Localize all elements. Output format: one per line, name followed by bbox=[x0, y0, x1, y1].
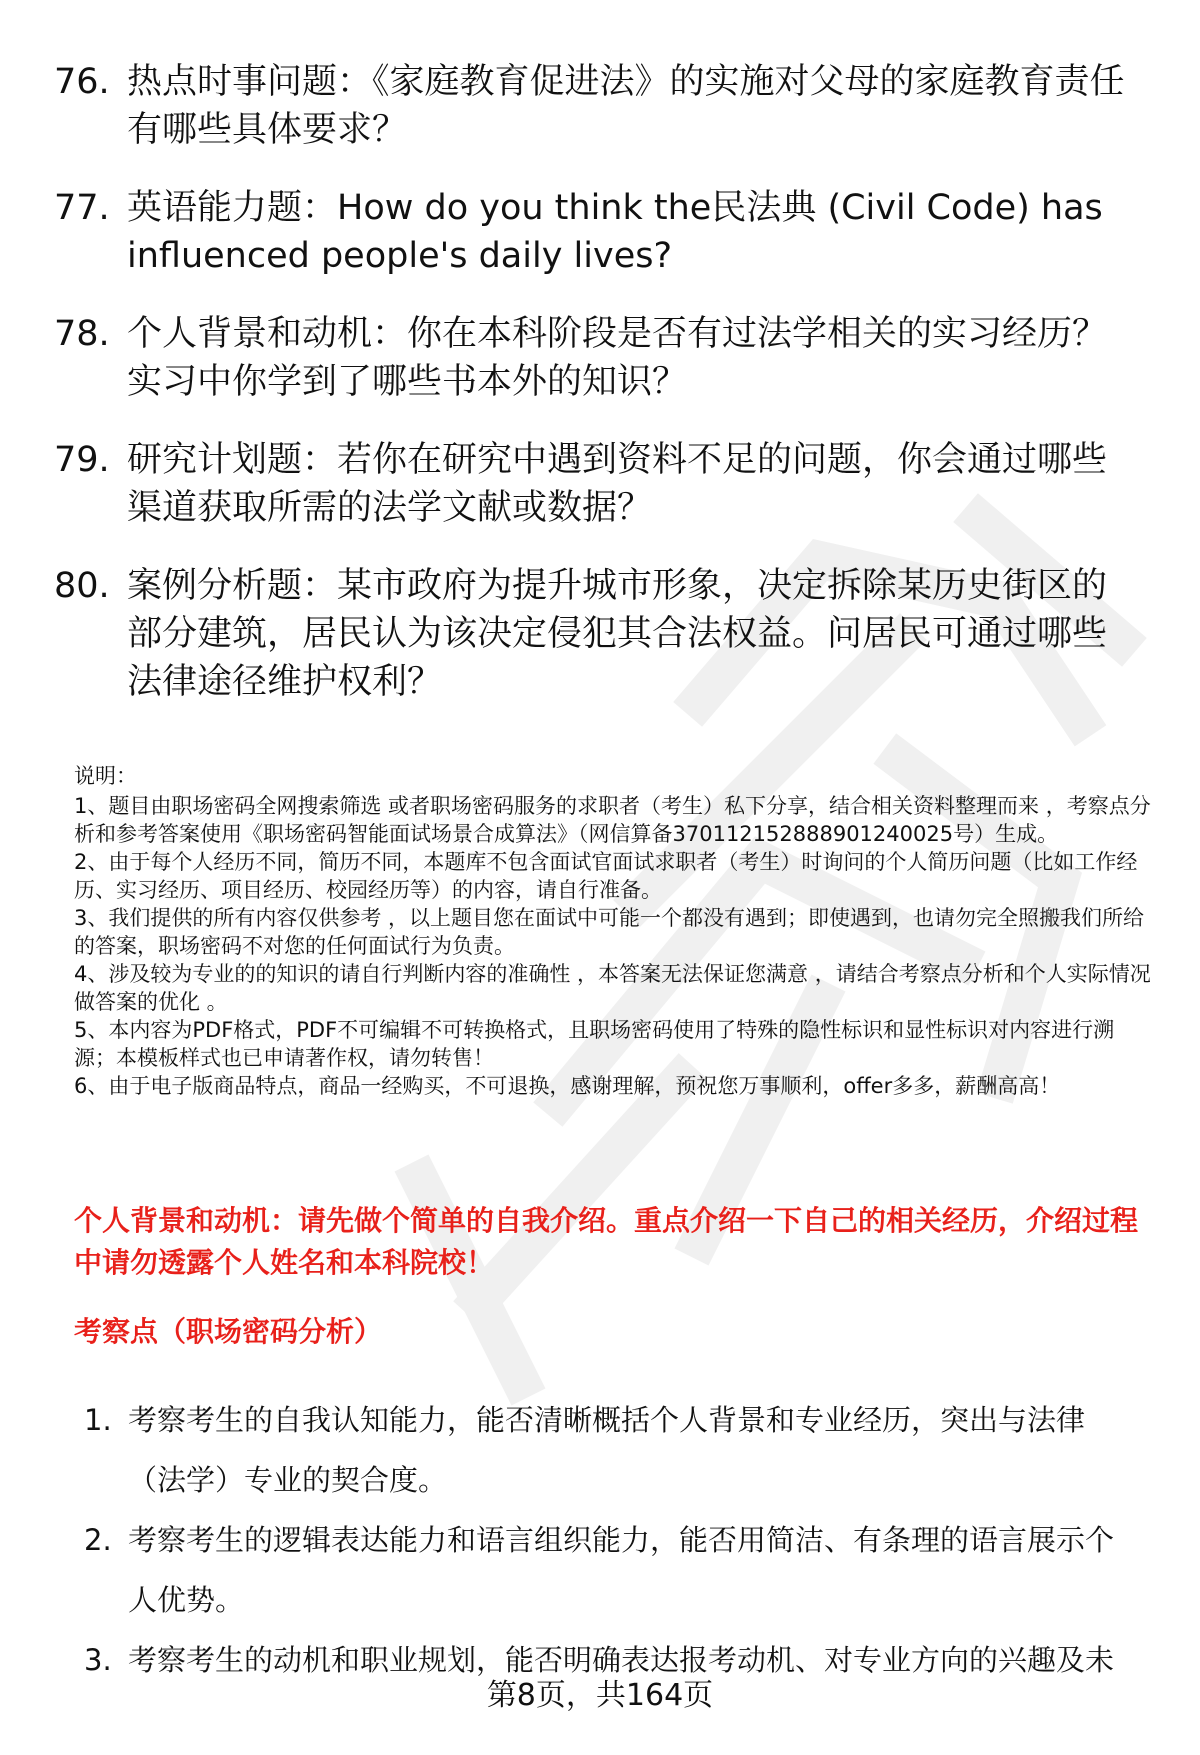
point-text: 考察考生的逻辑表达能力和语言组织能力，能否用简洁、有条理的语言展示个人优势。 bbox=[128, 1523, 1115, 1617]
question-text: 热点时事问题：《家庭教育促进法》的实施对父母的家庭教育责任有哪些具体要求？ bbox=[127, 62, 1125, 150]
note-item: 3、我们提供的所有内容仅供参考 ，以上题目您在面试中可能一个都没有遇到；即使遇到，也请勿完全照搬我们所给的答案，职场密码不对您的任何面试行为负责。 bbox=[74, 906, 1145, 958]
note-item: 1、题目由职场密码全网搜索筛选 或者职场密码服务的求职者（考生）私下分享，结合相关资料整理而来 ，考察点分析和参考答案使用《职场密码智能面试场景合成算法》（网信算备370112152888901240025号）生成。 bbox=[74, 794, 1151, 846]
note-item: 6、由于电子版商品特点，商品一经购买，不可退换，感谢理解，预祝您万事顺利，offer多多，薪酬高高！ bbox=[74, 1074, 1061, 1098]
note-item: 5、本内容为PDF格式，PDF不可编辑不可转换格式，且职场密码使用了特殊的隐性标识和显性标识对内容进行溯源；本模板样式也已申请著作权，请勿转售！ bbox=[74, 1018, 1115, 1070]
note-item: 4、涉及较为专业的的知识的请自行判断内容的准确性 ，本答案无法保证您满意 ，请结合考察点分析和个人实际情况做答案的优化 。 bbox=[74, 962, 1151, 1014]
section-subheading: 考察点（职场密码分析） bbox=[74, 1315, 383, 1348]
point-number: 3. bbox=[84, 1643, 112, 1677]
note-item: 2、由于每个人经历不同，简历不同，本题库不包含面试官面试求职者（考生）时询问的个人简历问题（比如工作经历、实习经历、项目经历、校园经历等）的内容，请自行准备。 bbox=[74, 850, 1138, 902]
question-text: 个人背景和动机：你在本科阶段是否有过法学相关的实习经历？实习中你学到了哪些书本外的知识？ bbox=[127, 314, 1108, 402]
question-text: 案例分析题：某市政府为提升城市形象，决定拆除某历史街区的部分建筑，居民认为该决定侵犯其合法权益。问居民可通过哪些法律途径维护权利？ bbox=[127, 566, 1108, 702]
point-text: 考察考生的自我认知能力，能否清晰概括个人背景和专业经历，突出与法律（法学）专业的契合度。 bbox=[128, 1403, 1086, 1497]
point-number: 2. bbox=[84, 1523, 112, 1557]
question-number: 76. bbox=[54, 62, 110, 102]
question-text: 研究计划题：若你在研究中遇到资料不足的问题，你会通过哪些渠道获取所需的法学文献或数据？ bbox=[127, 440, 1108, 528]
question-item bbox=[54, 310, 1154, 406]
question-number: 79. bbox=[54, 440, 110, 480]
question-item bbox=[54, 58, 1154, 154]
assessment-point bbox=[84, 1510, 1144, 1630]
question-item bbox=[54, 436, 1154, 532]
question-text: 英语能力题：How do you think the民法典 (Civil Code) has influenced people's daily lives? bbox=[127, 188, 1103, 276]
question-list bbox=[54, 58, 1154, 736]
page-number: 第8页，共164页 bbox=[486, 1678, 714, 1713]
question-item bbox=[54, 562, 1154, 706]
point-text: 考察考生的动机和职业规划，能否明确表达报考动机、对专业方向的兴趣及未 bbox=[128, 1643, 1115, 1677]
point-number: 1. bbox=[84, 1403, 112, 1437]
assessment-point bbox=[84, 1390, 1144, 1510]
assessment-point-list bbox=[84, 1390, 1144, 1690]
section-heading: 个人背景和动机：请先做个简单的自我介绍。重点介绍一下自己的相关经历，介绍过程中请勿透露个人姓名和本科院校！ bbox=[74, 1204, 1139, 1279]
question-item bbox=[54, 184, 1154, 280]
disclaimer-notes bbox=[74, 762, 1154, 1100]
question-number: 78. bbox=[54, 314, 110, 354]
notes-title: 说明： bbox=[74, 764, 137, 788]
question-number: 80. bbox=[54, 566, 110, 606]
question-number: 77. bbox=[54, 188, 110, 228]
